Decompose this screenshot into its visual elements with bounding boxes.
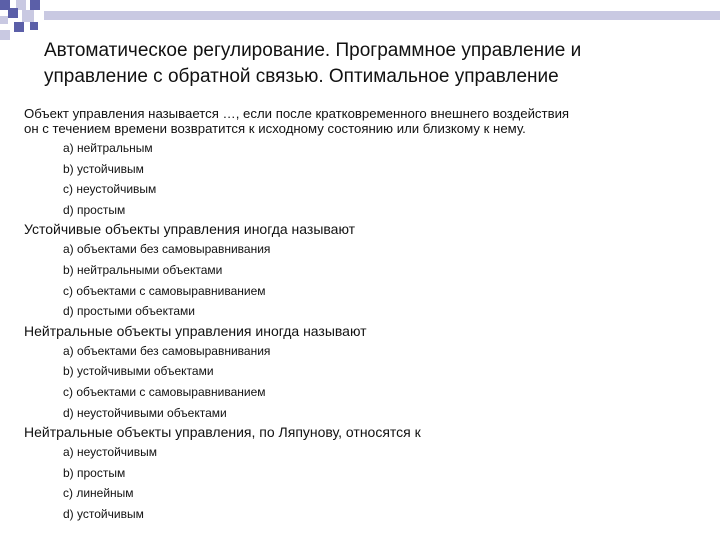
question-line: он с течением времени возвратится к исходному состоянию или близкому к нему.: [24, 121, 526, 136]
question-line: Нейтральные объекты управления иногда называют: [24, 322, 367, 339]
answer-option: b) нейтральными объектами: [63, 262, 223, 277]
question-text: [24, 222, 716, 237]
question-line: Нейтральные объекты управления, по Ляпунову, относятся к: [24, 424, 421, 441]
answer-option: c) объектами с самовыравниванием: [63, 384, 266, 399]
question-block: [24, 222, 716, 321]
slide-title-line: Автоматическое регулирование. Программное управление и: [44, 40, 582, 61]
questions-list: [24, 106, 716, 525]
answer-option: b) устойчивыми объектами: [63, 364, 214, 379]
question-block: [24, 324, 716, 423]
answer-option: d) неустойчивыми объектами: [63, 405, 227, 420]
answer-option: b) устойчивым: [63, 161, 144, 176]
answer-option: b) простым: [63, 465, 126, 480]
answer-option: а) объектами без самовыравнивания: [63, 242, 271, 257]
answer-option: а) неустойчивым: [63, 445, 157, 460]
answer-option: а) объектами без самовыравнивания: [63, 343, 271, 358]
question-text: [24, 324, 716, 339]
answer-option: c) неустойчивым: [63, 182, 157, 197]
answer-options: [24, 442, 716, 524]
question-line: Устойчивые объекты управления иногда называют: [24, 221, 356, 238]
answer-option: d) простым: [63, 202, 126, 217]
answer-option: d) простыми объектами: [63, 304, 195, 319]
answer-option: c) линейным: [63, 486, 134, 501]
question-block: [24, 425, 716, 524]
question-line: Объект управления называется …, если после кратковременного внешнего воздействия: [24, 106, 570, 121]
answer-options: [24, 138, 716, 220]
answer-options: [24, 341, 716, 423]
corner-squares-icon: [0, 0, 40, 40]
slide-title-line: управление с обратной связью. Оптимальное управление: [44, 66, 559, 87]
slide-title: [44, 38, 684, 90]
answer-option: c) объектами с самовыравниванием: [63, 283, 266, 298]
answer-option: а) нейтральным: [63, 141, 153, 155]
question-text: [24, 106, 716, 136]
answer-options: [24, 239, 716, 321]
question-text: [24, 425, 716, 440]
header-bar: [44, 11, 720, 20]
answer-option: d) устойчивым: [63, 506, 144, 521]
question-block: [24, 106, 716, 220]
